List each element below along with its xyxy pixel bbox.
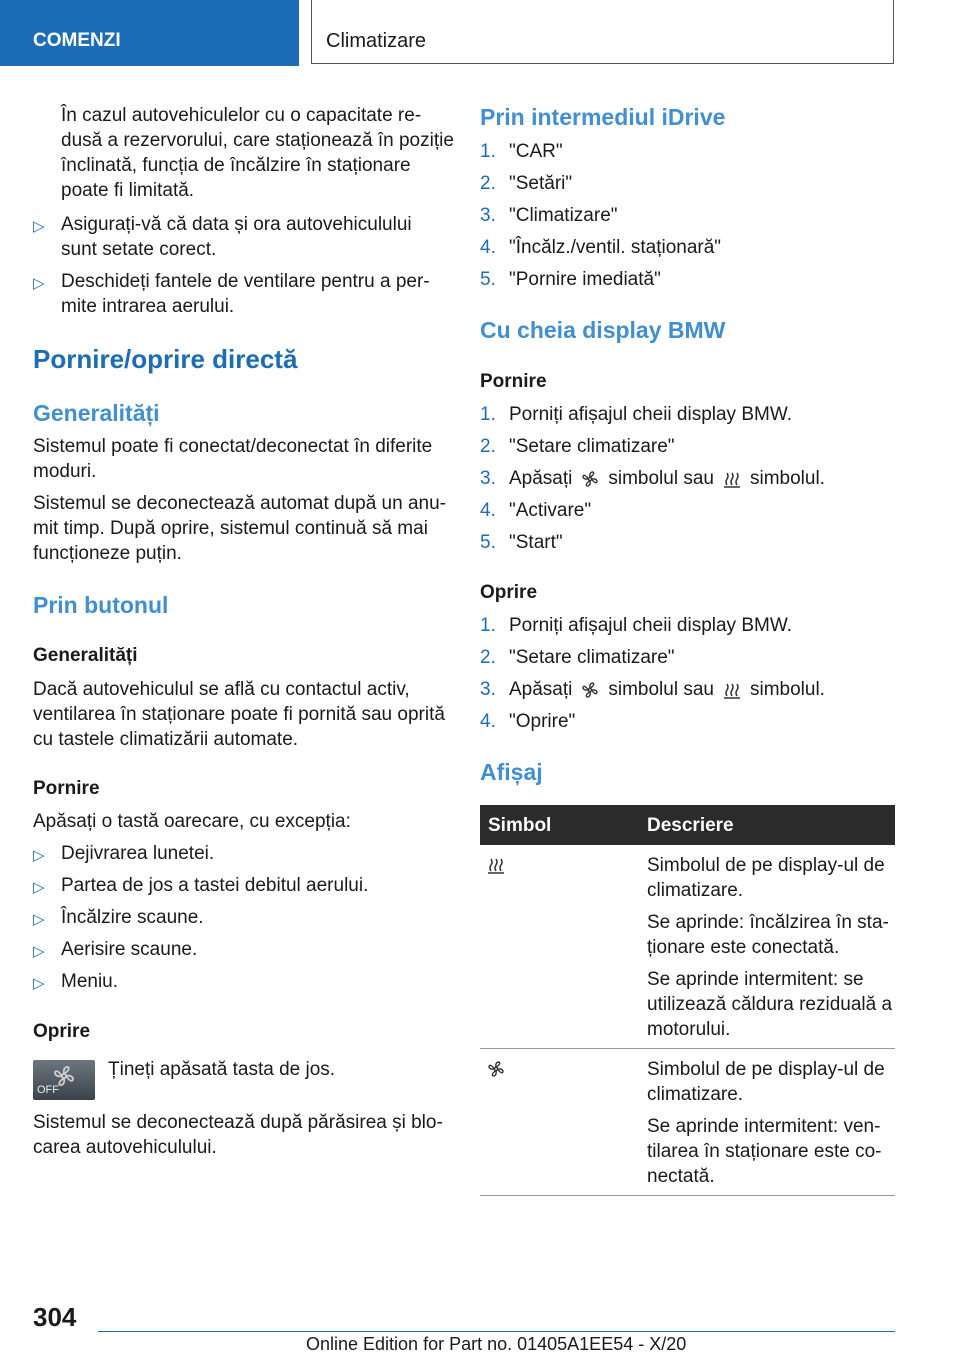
step-number: 1. [480,404,496,425]
row2-desc-line: Se aprinde intermitent: ven- [647,1116,881,1137]
step-text: simbolul sau [608,468,714,489]
bullet-text: Încălzire scaune. [61,907,204,928]
footer-divider [98,1331,895,1332]
step-number: 4. [480,500,496,521]
stop-step [509,677,825,702]
bullet-text: Partea de jos a tastei debitul aerului. [61,875,369,896]
table-divider [480,1195,895,1196]
paragraph-line: moduri. [33,461,97,482]
paragraph-line: cu tastele climatizării automate. [33,729,299,750]
triangle-bullet-icon: ▷ [33,275,45,292]
step-number: 3. [480,679,496,700]
bullet-text: Asigurați-vă că data și ora autovehiculului [61,214,412,235]
row1-desc-line: utilizează căldura reziduală a [647,994,893,1015]
section-title: COMENZI [33,30,121,51]
heading-general: Generalități [33,400,160,426]
table-header [480,805,895,845]
triangle-bullet-icon: ▷ [33,847,45,864]
row1-desc-line: ționare este conectată. [647,937,840,958]
heading-idrive: Prin intermediul iDrive [480,104,726,130]
row2-desc-line: tilarea în staționare este co- [647,1141,882,1162]
row1-desc-line: climatizare. [647,880,744,901]
step-text: simbolul. [749,679,825,700]
stop-step: Porniți afișajul cheii display BMW. [509,615,792,636]
step-number: 4. [480,237,496,258]
paragraph-line: Sistemul poate fi conectat/deconectat în diferite [33,436,433,457]
step-number: 3. [480,205,496,226]
bullet-text: Deschideți fantele de ventilare pentru a per- [61,271,430,292]
idrive-step: "Climatizare" [509,205,618,226]
button-off-label: OFF [37,1084,59,1096]
heading-button: Prin butonul [33,592,169,618]
idrive-step: "Pornire imediată" [509,269,661,290]
intro-line: înclinată, funcția de încălzire în staționare [61,155,411,176]
key-step: "Activare" [509,500,592,521]
edition-text: Online Edition for Part no. 01405A1EE54 - X/20 [306,1334,687,1354]
heading-general-2: Generalități [33,645,138,666]
heading-start: Pornire [33,778,100,799]
step-number: 1. [480,615,496,636]
bullet-text: Aerisire scaune. [61,939,198,960]
heading-display-key: Cu cheia display BMW [480,317,726,343]
bullet-text: Meniu. [61,971,119,992]
bullet-text: sunt setate corect. [61,239,217,260]
section-tab [0,0,299,66]
idrive-step: "Setări" [509,173,573,194]
step-number: 4. [480,711,496,732]
row2-desc-line: Simbolul de pe display-ul de [647,1059,885,1080]
fan-icon [486,1059,506,1079]
paragraph-line: carea autovehiculului. [33,1137,217,1158]
intro-line: În cazul autovehiculelor cu o capacitate re- [61,105,422,126]
key-step: "Setare climatizare" [509,436,675,457]
intro-line: poate fi limitată. [61,180,195,201]
triangle-bullet-icon: ▷ [33,879,45,896]
heater-icon [722,469,742,489]
triangle-bullet-icon: ▷ [33,911,45,928]
heading-direct: Pornire/oprire directă [33,344,298,374]
heater-icon [722,680,742,700]
row1-desc-line: Se aprinde intermitent: se [647,969,864,990]
paragraph-line: ventilarea în staționare poate fi pornită sau oprită [33,704,445,725]
page-number: 304 [33,1302,77,1332]
step-text: Apăsați [509,679,573,700]
triangle-bullet-icon: ▷ [33,943,45,960]
chapter-title: Climatizare [326,30,427,52]
step-number: 2. [480,436,496,457]
column-header-symbol: Simbol [488,815,552,836]
row2-desc-line: climatizare. [647,1084,744,1105]
row1-desc-line: Se aprinde: încălzirea în sta- [647,912,889,933]
step-text: Apăsați [509,468,573,489]
paragraph-line: Dacă autovehiculul se află cu contactul activ, [33,679,410,700]
step-number: 3. [480,468,496,489]
triangle-bullet-icon: ▷ [33,975,45,992]
paragraph-line: mit timp. După oprire, sistemul continuă să mai [33,518,428,539]
stop-text: Țineți apăsată tasta de jos. [108,1059,336,1080]
intro-line: dusă a rezervorului, care staționează în poziție [61,130,454,151]
triangle-bullet-icon: ▷ [33,218,45,235]
row2-desc-line: nectată. [647,1166,715,1187]
heater-icon [486,855,506,875]
heading-start: Pornire [480,371,547,392]
key-step: Porniți afișajul cheii display BMW. [509,404,792,425]
chapter-tab [311,0,894,64]
step-text: simbolul sau [608,679,714,700]
step-number: 2. [480,173,496,194]
key-step: "Start" [509,532,563,553]
step-number: 2. [480,647,496,668]
fan-off-button-icon [33,1060,95,1100]
step-number: 5. [480,532,496,553]
heading-display: Afișaj [480,759,543,785]
row1-desc-line: motorului. [647,1019,731,1040]
idrive-step: "Încălz./ventil. staționară" [509,237,722,258]
fan-icon [580,469,600,489]
paragraph-line: Apăsați o tastă oarecare, cu excepția: [33,811,351,832]
step-number: 1. [480,141,496,162]
heading-stop: Oprire [33,1021,91,1042]
step-number: 5. [480,269,496,290]
key-step [509,466,825,491]
table-divider [480,1048,895,1049]
row1-desc-line: Simbolul de pe display-ul de [647,855,885,876]
idrive-step: "CAR" [509,141,563,162]
stop-step: "Oprire" [509,711,576,732]
bullet-text: mite intrarea aerului. [61,296,235,317]
paragraph-line: Sistemul se deconectează automat după un anu- [33,493,446,514]
stop-step: "Setare climatizare" [509,647,675,668]
bullet-text: Dejivrarea lunetei. [61,843,215,864]
step-text: simbolul. [749,468,825,489]
fan-icon [580,680,600,700]
paragraph-line: funcționeze puțin. [33,543,182,564]
column-header-description: Descriere [647,815,734,836]
heading-stop: Oprire [480,582,538,603]
paragraph-line: Sistemul se deconectează după părăsirea și blo- [33,1112,443,1133]
